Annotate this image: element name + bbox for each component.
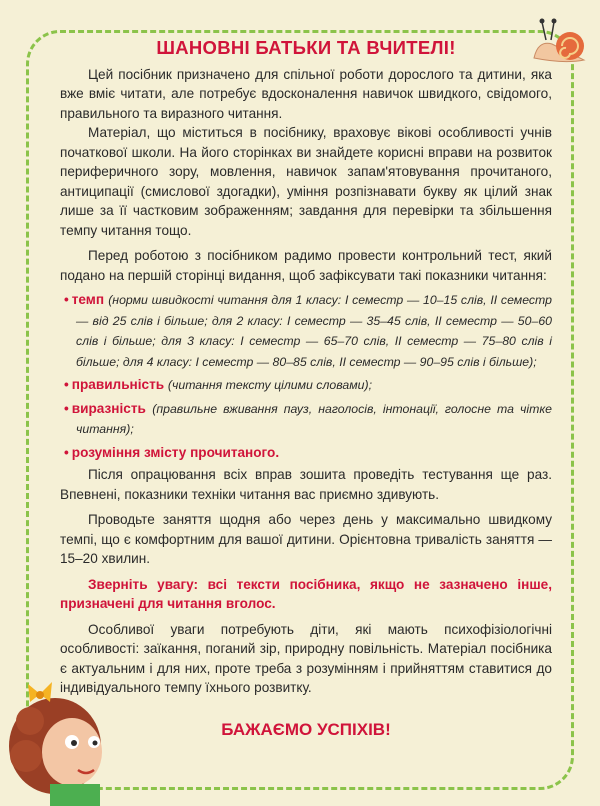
paragraph-test: Перед роботою з посібником радимо провести контрольний тест, який подано на першій сторінці видання, щоб зафіксувати такі показники читання:: [60, 248, 552, 283]
warning-text: Зверніть увагу: всі тексти посібника, якщо не зазначено інше, призначені для читання вголос.: [60, 576, 552, 611]
indicator-term: виразність: [71, 400, 146, 416]
closing-wish: БАЖАЄМО УСПІХІВ!: [221, 719, 391, 739]
bullet-icon: •: [64, 377, 69, 392]
indicator-note: (правильне вживання пауз, наголосів, інтонації, голосне та чітке читання);: [76, 401, 552, 436]
list-item: [60, 375, 552, 396]
indicators-list: [60, 290, 552, 462]
indicator-term: розуміння змісту прочитаного.: [71, 444, 280, 460]
list-item: [60, 399, 552, 440]
paragraph-material: Матеріал, що міститься в посібнику, враховує вікові особливості учнів початкової школи. На його сторінках ви знайдете корисні вправи на розвиток периферичного зору, мовлення, навичок запам'ятовування прочитаного, антиципації (смислової здогадки), уміння розпізнавати букву як цілий знак лише за її частковим зображенням; завдання для перевірки та збільшення темпу читання тощо.: [60, 125, 552, 238]
bullet-icon: •: [64, 292, 69, 307]
indicator-note: (норми швидкості читання для 1 класу: І семестр — 10–15 слів, ІІ семестр — від 25 слів і більше; для 2 класу: І семестр — 35–45 слів, ІІ семестр — 50–60 слів і більше; для 3 класу: І семестр — 65–70 слів, ІІ семестр — 75–80 слів і більше; для 4 класу: І семестр — 80–85 слів, ІІ семестр — 90–95 слів і більше);: [76, 293, 552, 369]
list-item: [60, 290, 552, 372]
paragraph-special-needs: Особливої уваги потребують діти, які мають психофізіологічні особливості: заїкання, поганий зір, природну повільність. Матеріал посібника є актуальним і для них, проте треба з розумінням і прийняттям ставитися до індивідуального темпу їхнього розвитку.: [60, 621, 552, 695]
paragraph-intro: Цей посібник призначено для спільної роботи дорослого та дитини, яка вже вміє читати, але потребує вдосконалення навичок швидкого, свідомого, правильного та виразного читання.: [60, 66, 552, 121]
bullet-icon: •: [64, 444, 69, 460]
list-item: [60, 443, 552, 463]
bullet-icon: •: [64, 400, 69, 416]
indicator-term: правильність: [71, 377, 165, 392]
indicator-note: (читання тексту цілими словами);: [167, 378, 373, 392]
indicator-term: темп: [71, 292, 105, 307]
page-title: ШАНОВНІ БАТЬКИ ТА ВЧИТЕЛІ!: [156, 37, 456, 58]
paragraph-retest: Після опрацювання всіх вправ зошита проведіть тестування ще раз. Впевнені, показники техніки читання вас приємно здивують.: [60, 467, 552, 502]
paragraph-schedule: Проводьте заняття щодня або через день у максимально швидкому темпі, що є комфортним для вашої дитини. Орієнтовна тривалість заняття — 15–20 хвилин.: [60, 512, 552, 566]
page-content: [60, 38, 552, 739]
